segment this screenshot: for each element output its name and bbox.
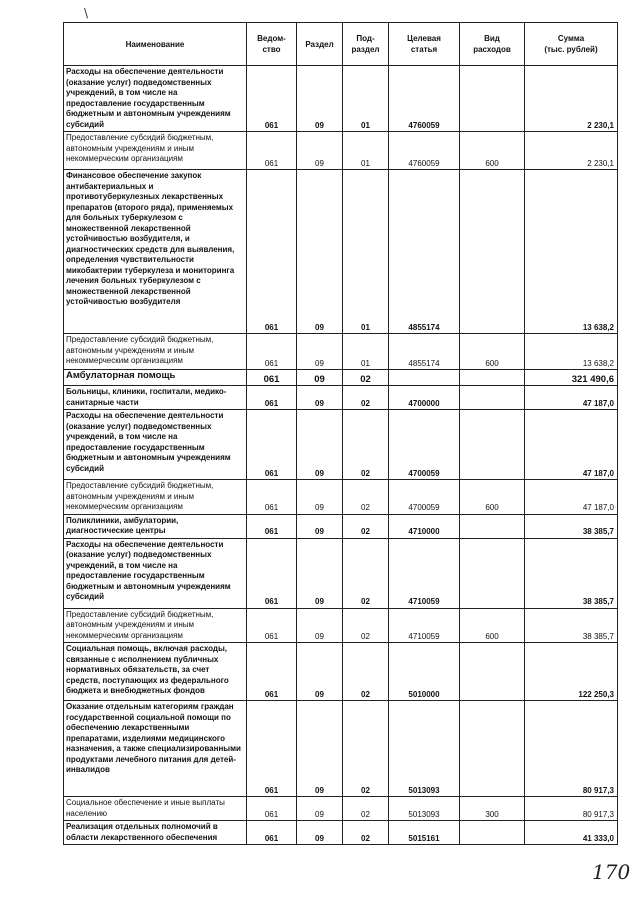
corner-mark: \: [84, 6, 89, 20]
row-section: 09: [297, 386, 343, 410]
row-type: 300: [460, 797, 525, 821]
row-name: Предоставление субсидий бюджетным, автономным учреждениям и иным некоммерческим организациям: [64, 132, 247, 170]
row-name: Финансовое обеспечение закупок антибактериальных и противотуберкулезных лекарственных препаратов (второго ряда), применяемых для больных туберкулезом с множественной лекарственной устойчивостью возбудителя, и диагностических средств для выявления, определения чувствительности микобактерии туберкулеза и мониторинга лечения больных туберкулезом с множественной лекарственной устойчивостью возбудителя: [64, 170, 247, 334]
row-section: 09: [297, 643, 343, 701]
row-target: 4700000: [389, 386, 460, 410]
row-dept: 061: [247, 132, 297, 170]
row-dept: 061: [247, 370, 297, 386]
row-dept: 061: [247, 170, 297, 334]
row-section: 09: [297, 410, 343, 480]
row-dept: 061: [247, 608, 297, 643]
col-type-header: Вид расходов: [460, 23, 525, 66]
row-dept: 061: [247, 334, 297, 370]
row-dept: 061: [247, 386, 297, 410]
row-type: [460, 538, 525, 608]
row-name: Предоставление субсидий бюджетным, автономным учреждениям и иным некоммерческим организациям: [64, 334, 247, 370]
row-type: [460, 410, 525, 480]
row-type: 600: [460, 608, 525, 643]
row-target: 4760059: [389, 66, 460, 132]
row-sum: 80 917,3: [525, 797, 618, 821]
row-sum: 2 230,1: [525, 66, 618, 132]
row-name: Предоставление субсидий бюджетным, автономным учреждениям и иным некоммерческим организациям: [64, 480, 247, 515]
row-type: 600: [460, 132, 525, 170]
row-target: 4700059: [389, 410, 460, 480]
table-header-row: [64, 23, 618, 66]
row-target: 4710000: [389, 514, 460, 538]
row-sum: 38 385,7: [525, 514, 618, 538]
row-subsection: 01: [343, 334, 389, 370]
row-sum: 47 187,0: [525, 480, 618, 515]
row-target: 5015161: [389, 821, 460, 845]
row-subsection: 01: [343, 66, 389, 132]
table-row: [64, 821, 618, 845]
row-sum: 38 385,7: [525, 538, 618, 608]
row-name: Расходы на обеспечение деятельности (оказание услуг) подведомственных учреждений, в том числе на предоставление государственным бюджетным и автономным учреждениям субсидий: [64, 538, 247, 608]
row-section: 09: [297, 608, 343, 643]
row-subsection: 02: [343, 701, 389, 797]
row-type: 600: [460, 480, 525, 515]
row-sum: 13 638,2: [525, 170, 618, 334]
row-target: 4710059: [389, 608, 460, 643]
row-sum: 41 333,0: [525, 821, 618, 845]
table-row: [64, 643, 618, 701]
row-target: 4710059: [389, 538, 460, 608]
row-subsection: 02: [343, 370, 389, 386]
row-target: 4760059: [389, 132, 460, 170]
row-type: [460, 821, 525, 845]
row-type: [460, 643, 525, 701]
row-name: Амбулаторная помощь: [64, 370, 247, 386]
table-row: [64, 797, 618, 821]
table-row: [64, 334, 618, 370]
row-subsection: 02: [343, 514, 389, 538]
row-target: 5013093: [389, 701, 460, 797]
row-target: 5010000: [389, 643, 460, 701]
row-dept: 061: [247, 797, 297, 821]
row-type: [460, 386, 525, 410]
row-sum: 2 230,1: [525, 132, 618, 170]
row-name: Поликлиники, амбулатории, диагностические центры: [64, 514, 247, 538]
table-row: [64, 701, 618, 797]
row-target: 5013093: [389, 797, 460, 821]
budget-table: [63, 22, 618, 845]
row-section: 09: [297, 170, 343, 334]
row-section: 09: [297, 370, 343, 386]
row-sum: 80 917,3: [525, 701, 618, 797]
row-type: [460, 514, 525, 538]
row-name: Расходы на обеспечение деятельности (оказание услуг) подведомственных учреждений, в том числе на предоставление государственным бюджетным и автономным учреждениям субсидий: [64, 410, 247, 480]
row-name: Оказание отдельным категориям граждан государственной социальной помощи по обеспечению лекарственными препаратами, изделиями медицинского назначения, а также специализированными продуктами лечебного питания для детей-инвалидов: [64, 701, 247, 797]
row-section: 09: [297, 514, 343, 538]
row-subsection: 02: [343, 608, 389, 643]
row-name: Предоставление субсидий бюджетным, автономным учреждениям и иным некоммерческим организациям: [64, 608, 247, 643]
row-subsection: 02: [343, 480, 389, 515]
row-type: 600: [460, 334, 525, 370]
row-target: 4855174: [389, 334, 460, 370]
row-name: Социальная помощь, включая расходы, связанные с исполнением публичных нормативных обязательств, за счет средств, поступающих из федерального бюджета и внебюджетных фондов: [64, 643, 247, 701]
row-dept: 061: [247, 701, 297, 797]
col-section-header: Раздел: [297, 23, 343, 66]
table-row: [64, 370, 618, 386]
row-type: [460, 170, 525, 334]
table-row: [64, 410, 618, 480]
row-target: [389, 370, 460, 386]
table-row: [64, 538, 618, 608]
row-type: [460, 370, 525, 386]
row-section: 09: [297, 132, 343, 170]
row-dept: 061: [247, 643, 297, 701]
col-name-header: Наименование: [64, 23, 247, 66]
row-dept: 061: [247, 821, 297, 845]
row-dept: 061: [247, 480, 297, 515]
table-row: [64, 170, 618, 334]
row-sum: 47 187,0: [525, 386, 618, 410]
row-sum: 38 385,7: [525, 608, 618, 643]
row-dept: 061: [247, 514, 297, 538]
row-subsection: 02: [343, 643, 389, 701]
row-name: Реализация отдельных полномочий в области лекарственного обеспечения: [64, 821, 247, 845]
row-name: Социальное обеспечение и иные выплаты населению: [64, 797, 247, 821]
row-dept: 061: [247, 410, 297, 480]
row-sum: 321 490,6: [525, 370, 618, 386]
row-section: 09: [297, 797, 343, 821]
row-subsection: 01: [343, 170, 389, 334]
col-dept-header: Ведом- ство: [247, 23, 297, 66]
row-subsection: 02: [343, 797, 389, 821]
row-target: 4700059: [389, 480, 460, 515]
col-subsection-header: Под- раздел: [343, 23, 389, 66]
row-type: [460, 701, 525, 797]
row-subsection: 02: [343, 386, 389, 410]
table-row: [64, 608, 618, 643]
row-subsection: 01: [343, 132, 389, 170]
row-name: Расходы на обеспечение деятельности (оказание услуг) подведомственных учреждений, в том числе на предоставление государственным бюджетным и автономным учреждениям субсидий: [64, 66, 247, 132]
page-number: 170: [592, 860, 631, 884]
row-section: 09: [297, 538, 343, 608]
table-row: [64, 386, 618, 410]
row-section: 09: [297, 334, 343, 370]
row-section: 09: [297, 701, 343, 797]
row-section: 09: [297, 821, 343, 845]
row-dept: 061: [247, 66, 297, 132]
table-row: [64, 480, 618, 515]
row-name: Больницы, клиники, госпитали, медико-санитарные части: [64, 386, 247, 410]
row-type: [460, 66, 525, 132]
col-target-header: Целевая статья: [389, 23, 460, 66]
row-section: 09: [297, 480, 343, 515]
row-subsection: 02: [343, 410, 389, 480]
row-section: 09: [297, 66, 343, 132]
table-row: [64, 66, 618, 132]
row-sum: 13 638,2: [525, 334, 618, 370]
table-row: [64, 132, 618, 170]
col-sum-header: Сумма (тыс. рублей): [525, 23, 618, 66]
row-subsection: 02: [343, 821, 389, 845]
table-row: [64, 514, 618, 538]
row-sum: 122 250,3: [525, 643, 618, 701]
row-subsection: 02: [343, 538, 389, 608]
row-sum: 47 187,0: [525, 410, 618, 480]
row-dept: 061: [247, 538, 297, 608]
row-target: 4855174: [389, 170, 460, 334]
